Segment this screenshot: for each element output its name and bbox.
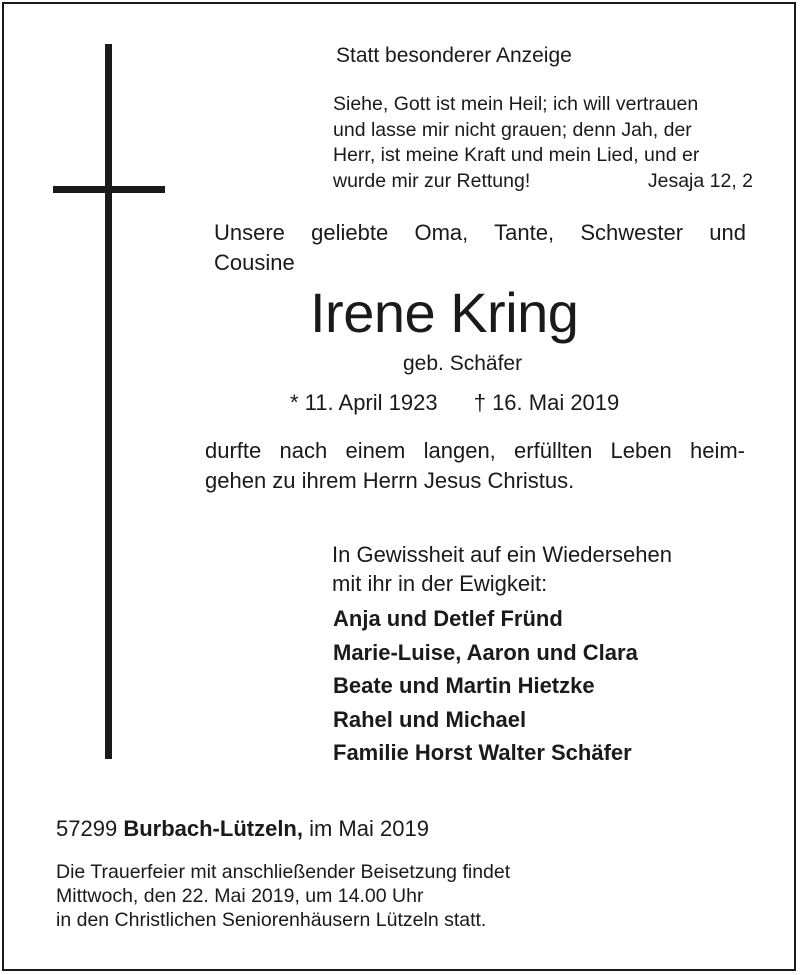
mourners-list	[333, 602, 638, 770]
hope-text	[332, 540, 672, 598]
notice-heading: Statt besonderer Anzeige	[336, 44, 572, 67]
birth-date: * 11. April 1923	[290, 390, 438, 415]
mourner-entry: Anja und Detlef Fründ	[333, 606, 563, 631]
maiden-name: geb. Schäfer	[403, 352, 523, 375]
cross-vertical-bar	[105, 44, 112, 759]
death-date: † 16. Mai 2019	[473, 390, 620, 415]
town: Burbach-Lützeln,	[123, 816, 303, 841]
mourner-entry: Rahel und Michael	[333, 706, 527, 732]
verse-line: Siehe, Gott ist mein Heil; ich will vertrauen	[333, 93, 699, 115]
place-date-line	[56, 816, 429, 842]
mourner-entry: Familie Horst Walter Schäfer	[333, 740, 632, 765]
verse-last-line	[333, 169, 753, 195]
verse-line: wurde mir zur Rettung!	[333, 169, 531, 192]
hope-line: mit ihr in der Ewigkeit:	[332, 571, 548, 596]
intro-text	[214, 218, 746, 278]
hope-line: In Gewissheit auf ein Wiedersehen	[332, 542, 672, 567]
postcode: 57299	[56, 816, 118, 841]
deceased-name: Irene Kring	[310, 281, 579, 344]
funeral-info	[56, 860, 510, 932]
mourner-entry: Marie-Luise, Aaron und Clara	[333, 639, 638, 665]
notice-date: im Mai 2019	[309, 816, 429, 841]
passing-line: gehen zu ihrem Herrn Jesus Christus.	[205, 468, 575, 493]
intro-line: Unsere geliebte Oma, Tante, Schwester und	[214, 220, 746, 245]
intro-line: Cousine	[214, 250, 295, 275]
verse-line: Herr, ist meine Kraft und mein Lied, und er	[333, 144, 700, 166]
funeral-line: Mittwoch, den 22. Mai 2019, um 14.00 Uhr	[56, 885, 424, 907]
bible-verse	[333, 92, 753, 194]
funeral-line: in den Christlichen Seniorenhäusern Lützeln statt.	[56, 909, 487, 931]
funeral-line: Die Trauerfeier mit anschließender Beisetzung findet	[56, 861, 511, 883]
passing-line: durfte nach einem langen, erfüllten Leben heim-	[205, 438, 745, 463]
passing-text	[205, 436, 745, 496]
life-dates	[290, 390, 619, 416]
mourner-entry: Beate und Martin Hietzke	[333, 673, 595, 698]
verse-line: und lasse mir nicht grauen; denn Jah, der	[333, 118, 692, 141]
verse-reference: Jesaja 12, 2	[647, 169, 753, 192]
cross-horizontal-bar	[53, 186, 165, 193]
